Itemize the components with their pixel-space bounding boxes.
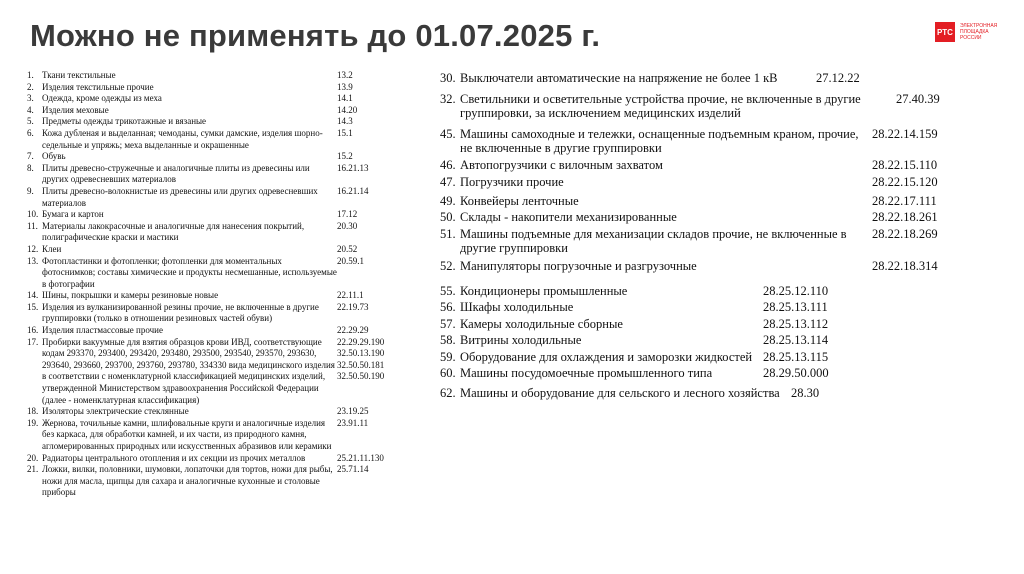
item-text: Одежда, кроме одежды из меха <box>42 93 162 104</box>
item-code: 25.21.11.130 <box>337 452 384 463</box>
item-number: 11. <box>27 220 38 231</box>
item-text: Машины подъемные для механизации складов прочие, не включенные в <box>460 227 847 241</box>
item-code: 22.19.73 <box>337 301 369 312</box>
item-code: 27.12.22 <box>816 71 860 85</box>
item-code: 22.29.29.190 32.50.13.190 32.50.50.181 32.50.50.190 <box>337 336 385 382</box>
item-code: 14.20 <box>337 104 358 115</box>
item-text: не включенные в другие группировки <box>460 141 662 155</box>
item-code: 15.2 <box>337 151 353 162</box>
item-number: 15. <box>27 301 39 312</box>
list-item <box>27 163 377 186</box>
item-code: 16.21.13 <box>337 162 369 173</box>
item-number: 17. <box>27 336 39 347</box>
list-item <box>27 290 377 302</box>
item-number: 51. <box>440 227 456 241</box>
item-text: Конвейеры ленточные <box>460 194 579 208</box>
list-item <box>27 464 377 499</box>
item-code: 28.25.13.115 <box>763 350 829 364</box>
item-text: группировки, за исключением медицинских изделий <box>460 106 741 120</box>
list-item <box>27 105 377 117</box>
item-number: 49. <box>440 194 456 208</box>
list-item <box>27 151 377 163</box>
item-text: Ложки, вилки, половники, шумовки, лопаточки для тортов, ножи для рыбы, ножи для масла, щипцы для сахара и аналогичные кухонные и столовые приборы <box>42 464 333 498</box>
item-number: 1. <box>27 70 34 80</box>
item-code: 28.22.18.269 <box>872 227 938 241</box>
item-text: Светильники и осветительные устройства прочие, не включенные в другие <box>460 92 861 106</box>
item-text: Ткани текстильные <box>42 70 116 80</box>
item-text: Кондиционеры промышленные <box>460 284 628 298</box>
item-number: 16. <box>27 325 39 336</box>
item-number: 59. <box>440 350 456 364</box>
item-text: Радиаторы центрального отопления и их секции из прочих металлов <box>42 452 306 463</box>
item-number: 57. <box>440 317 456 331</box>
item-code: 13.9 <box>337 81 353 92</box>
list-item <box>27 406 377 418</box>
item-code: 20.59.1 <box>337 255 364 266</box>
item-number: 13. <box>27 255 39 266</box>
list-item <box>27 325 377 337</box>
item-code: 22.29.29 <box>337 325 369 336</box>
item-text: другие группировки <box>460 241 568 255</box>
item-number: 8. <box>27 162 34 173</box>
item-code: 13.2 <box>337 70 353 80</box>
left-list <box>27 70 385 499</box>
item-text: Жернова, точильные камни, шлифовальные круги и аналогичные изделия без каркаса, для обработки камней, и их части, из природного камня, агломерированных природных или искусственных абразивов или керамики <box>42 417 332 451</box>
item-number: 32. <box>440 92 456 106</box>
item-number: 56. <box>440 300 456 314</box>
item-text: Камеры холодильные сборные <box>460 317 623 331</box>
item-number: 30. <box>440 71 456 85</box>
item-code: 23.19.25 <box>337 406 369 417</box>
item-number: 5. <box>27 116 34 127</box>
item-code: 27.40.39 <box>896 92 940 106</box>
item-text: Изделия из вулканизированной резины прочие, не включенные в другие группировки (только в отношении резиновых частей обуви) <box>42 301 319 324</box>
item-code: 28.25.12.110 <box>763 284 829 298</box>
item-text: Предметы одежды трикотажные и вязаные <box>42 116 207 127</box>
item-number: 55. <box>440 284 456 298</box>
item-text: Склады - накопители механизированные <box>460 210 677 224</box>
item-number: 58. <box>440 333 456 347</box>
item-code: 20.30 <box>337 220 358 231</box>
item-code: 28.30 <box>791 386 820 400</box>
item-text: Материалы лакокрасочные и аналогичные для нанесения покрытий, полиграфические краски и мастики <box>42 220 305 243</box>
item-code: 28.22.17.111 <box>872 194 937 208</box>
item-text: Изделия пластмассовые прочие <box>42 325 163 336</box>
item-code: 28.22.15.110 <box>872 158 938 172</box>
item-number: 18. <box>27 406 39 417</box>
item-number: 60. <box>440 366 456 380</box>
item-number: 14. <box>27 290 39 301</box>
item-code: 14.3 <box>337 116 353 127</box>
item-number: 47. <box>440 175 456 189</box>
item-code: 28.22.15.120 <box>872 175 938 189</box>
item-number: 21. <box>27 464 39 475</box>
item-text: Кожа дубленая и выделанная; чемоданы, сумки дамские, изделия шорно-седельные и упряжь; меха выделанные и окрашенные <box>42 127 323 150</box>
item-number: 7. <box>27 151 34 162</box>
list-item <box>27 82 377 94</box>
list-item <box>27 452 384 465</box>
list-item <box>27 70 377 82</box>
page-title: Можно не применять до 01.07.2025 г. <box>30 18 601 53</box>
item-code: 20.52 <box>337 243 358 254</box>
item-number: 10. <box>27 209 39 220</box>
item-number: 52. <box>440 259 456 273</box>
item-code: 16.21.14 <box>337 185 369 196</box>
item-text: Машины самоходные и тележки, оснащенные подъемным краном, прочие, <box>460 127 859 141</box>
list-item <box>27 418 377 453</box>
item-text: Изделия меховые <box>42 104 109 115</box>
item-text: Плиты древесно-стружечные и аналогичные плиты из древесины или других одревесневших материалов <box>42 162 310 185</box>
item-number: 9. <box>27 185 34 196</box>
item-text: Погрузчики прочие <box>460 175 564 189</box>
item-code: 15.1 <box>337 127 353 138</box>
item-code: 28.25.13.112 <box>763 317 829 331</box>
item-text: Изделия текстильные прочие <box>42 81 154 92</box>
item-text: Обувь <box>42 151 66 162</box>
item-code: 28.25.13.114 <box>763 333 829 347</box>
item-code: 28.29.50.000 <box>763 366 829 380</box>
item-text: Машины посудомоечные промышленного типа <box>460 366 713 380</box>
item-text: Машины и оборудование для сельского и лесного хозяйства <box>460 386 780 400</box>
item-number: 2. <box>27 81 34 92</box>
list-item <box>27 256 377 291</box>
item-code: 22.11.1 <box>337 290 364 301</box>
list-item <box>27 93 377 105</box>
list-item <box>27 116 377 128</box>
list-item <box>27 302 377 325</box>
item-text: Витрины холодильные <box>460 333 582 347</box>
item-code: 28.22.14.159 <box>872 127 938 141</box>
item-number: 12. <box>27 243 39 254</box>
list-item <box>27 221 377 244</box>
item-code: 28.22.18.261 <box>872 210 938 224</box>
list-item <box>27 128 377 151</box>
item-code: 23.91.11 <box>337 417 369 428</box>
item-text: Изоляторы электрические стеклянные <box>42 406 189 417</box>
item-number: 46. <box>440 158 456 172</box>
item-code: 28.22.18.314 <box>872 259 938 273</box>
item-text: Выключатели автоматические на напряжение не более 1 кВ <box>460 71 778 85</box>
item-number: 19. <box>27 417 39 428</box>
logo-mark: РТС <box>935 22 955 42</box>
item-code: 14.1 <box>337 93 353 104</box>
item-text: Манипуляторы погрузочные и разгрузочные <box>460 259 697 273</box>
item-text: Бумага и картон <box>42 209 104 220</box>
item-code: 28.25.13.111 <box>763 300 828 314</box>
item-number: 6. <box>27 127 34 138</box>
item-number: 50. <box>440 210 456 224</box>
item-text: Клеи <box>42 243 62 254</box>
item-code: 17.12 <box>337 209 358 220</box>
item-text: Оборудование для охлаждения и заморозки жидкостей <box>460 350 753 364</box>
list-item <box>27 244 377 256</box>
item-text: Фотопластинки и фотопленки; фотопленки для моментальных фотоснимков; составы химические и продукты несмешанные, используемые в фотографии <box>42 255 337 289</box>
item-code: 25.71.14 <box>337 464 369 475</box>
item-number: 45. <box>440 127 456 141</box>
logo-text: ЭЛЕКТРОННАЯ ПЛОЩАДКА РОССИИ <box>960 23 998 41</box>
rts-logo <box>935 22 1000 42</box>
item-number: 3. <box>27 93 34 104</box>
list-item <box>27 336 385 407</box>
item-text: Пробирки вакуумные для взятия образцов крови ИВД, соответствующие кодам 293370, 293400, 293420, 293480, 293500, 293540, 293570, 293630, 293640, 293660, 293700, 293760, 293780, 334330 вида медицинского изделия в соответствии с номенклатурной классификацией медицинских изделий, утвержденной Министерством здравоохранения Российской Федерации (далее - номенклатурная классификация) <box>42 336 335 405</box>
item-text: Шкафы холодильные <box>460 300 574 314</box>
item-number: 62. <box>440 386 456 400</box>
item-text: Автопогрузчики с вилочным захватом <box>460 158 663 172</box>
list-item <box>27 209 377 221</box>
item-number: 4. <box>27 104 34 115</box>
item-text: Плиты древесно-волокнистые из древесины или других одревесневших материалов <box>42 185 318 208</box>
item-text: Шины, покрышки и камеры резиновые новые <box>42 290 219 301</box>
item-number: 20. <box>27 452 39 463</box>
list-item <box>27 186 377 209</box>
